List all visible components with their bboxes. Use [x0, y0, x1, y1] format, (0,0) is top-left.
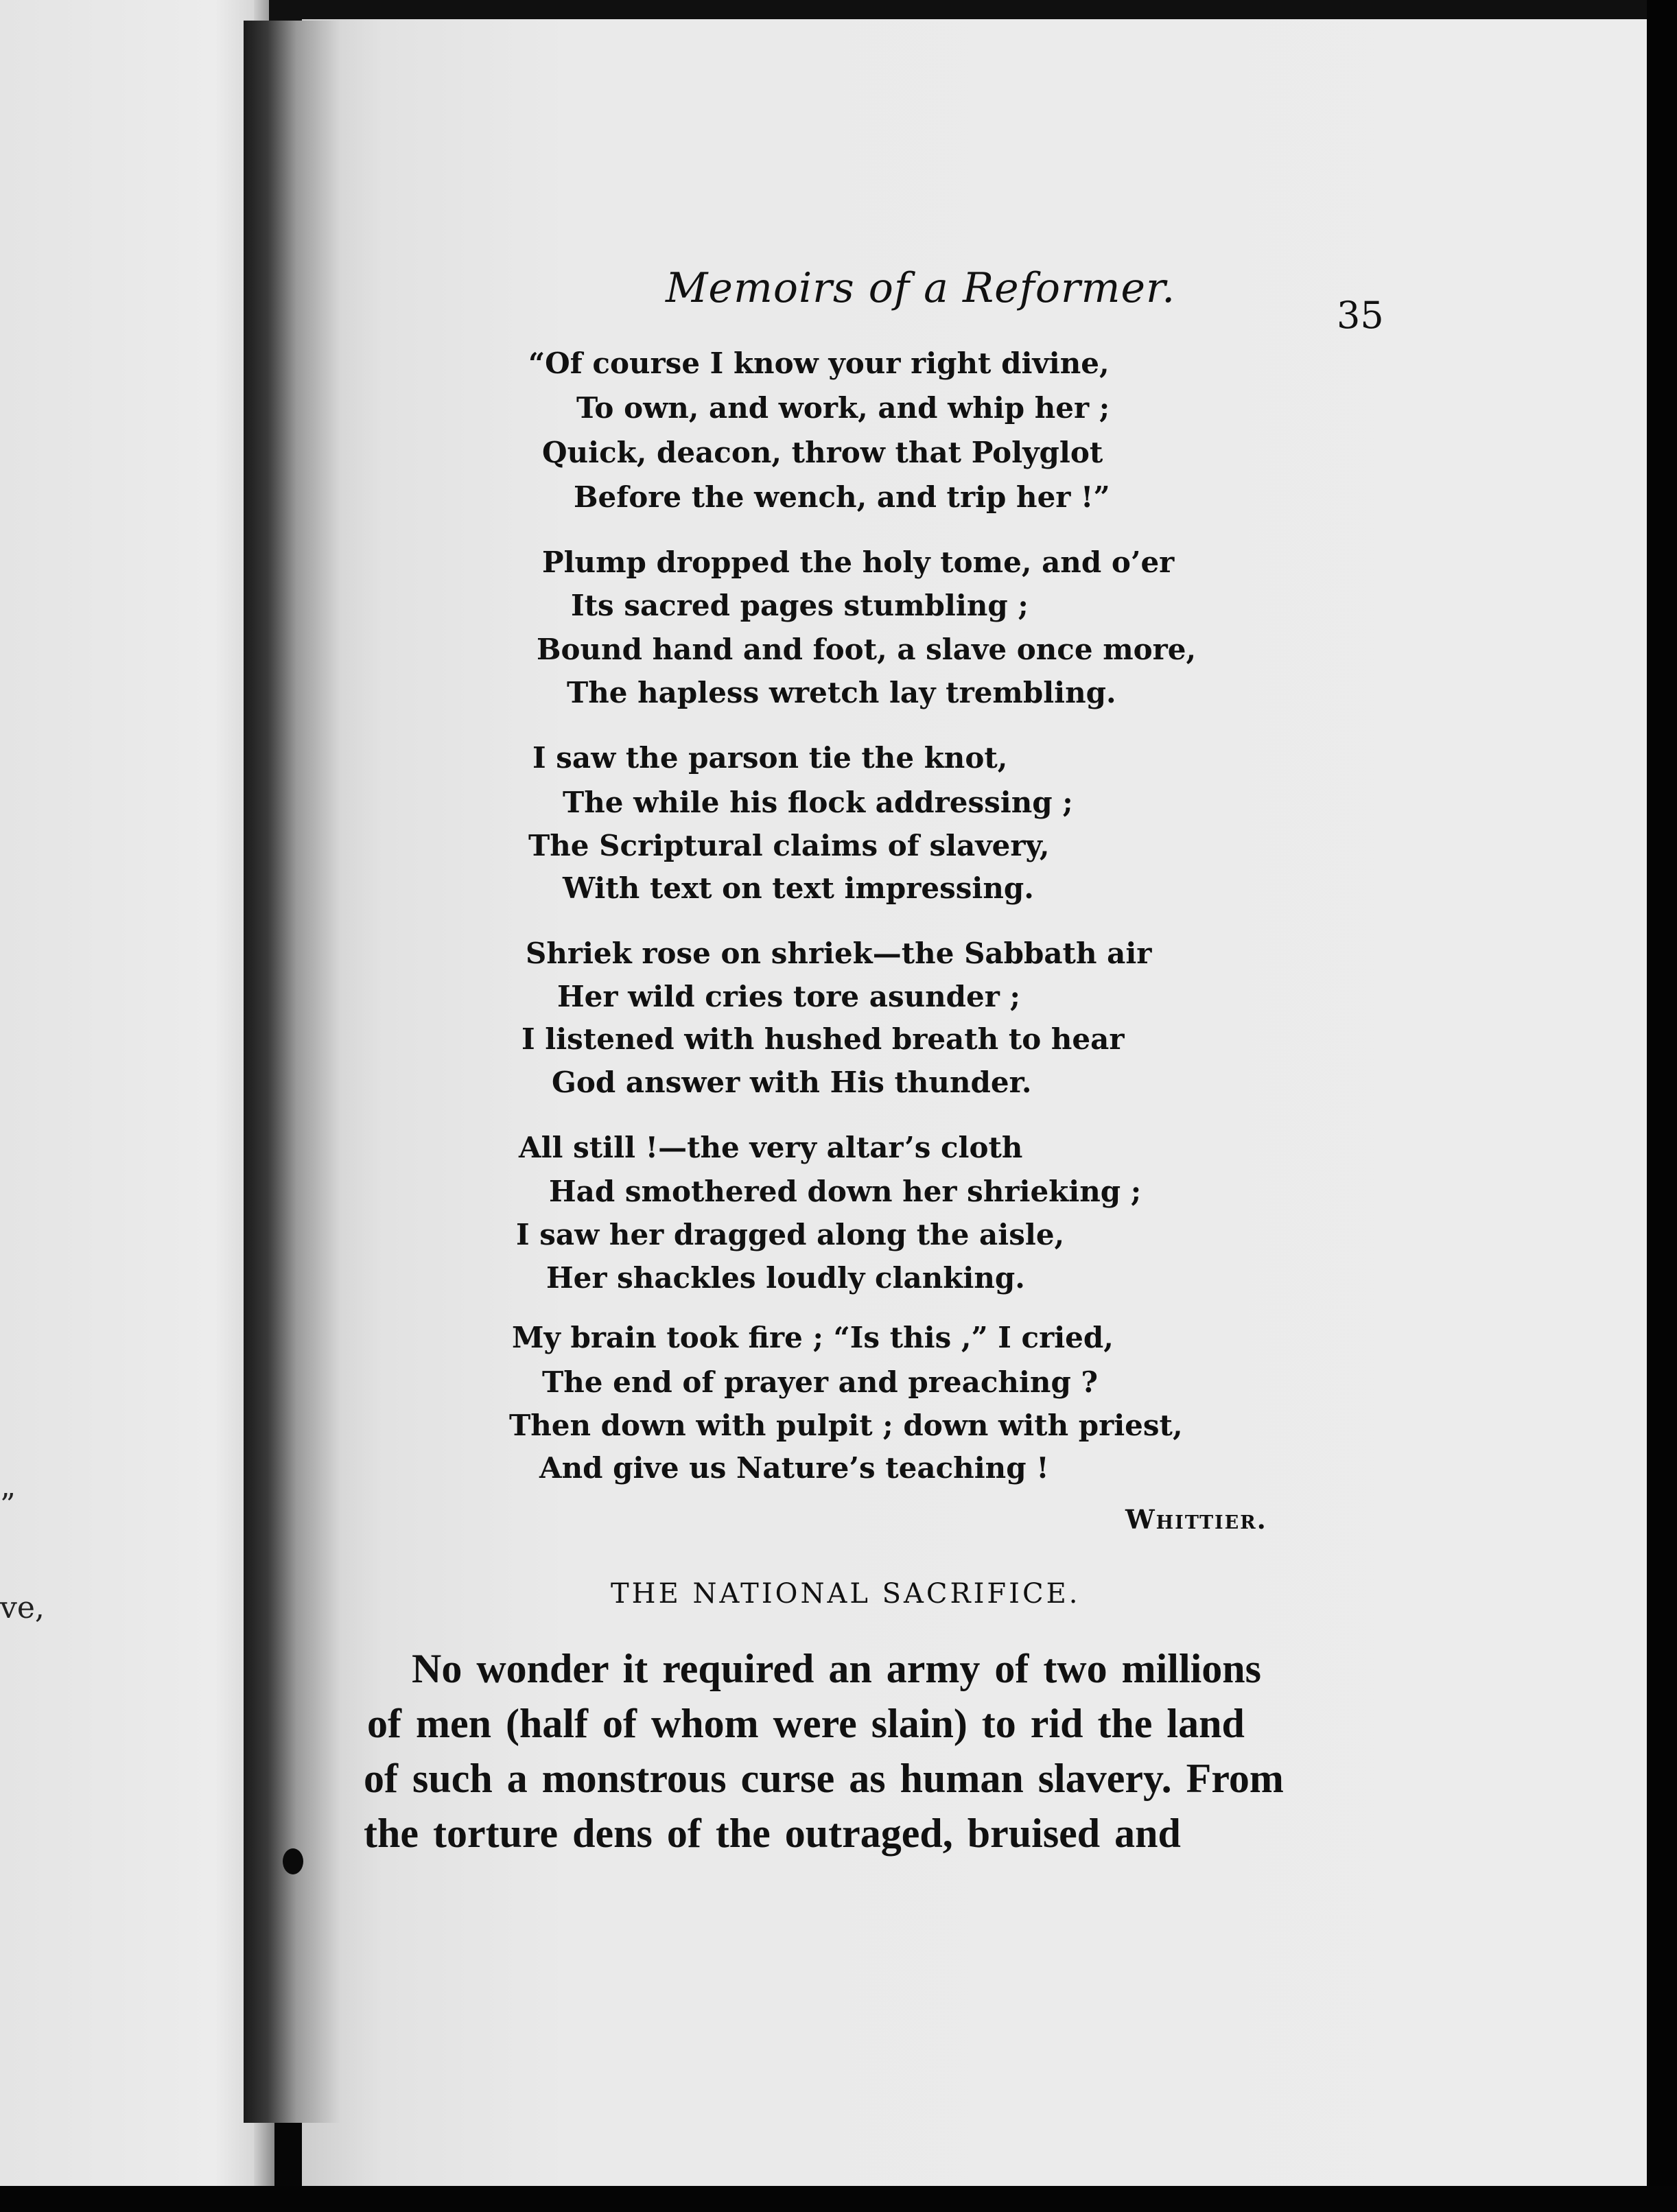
poem-line: My brain took fire ; “Is this ,” I cried,: [512, 1321, 1114, 1354]
left-page-fragment: ve,: [0, 1590, 45, 1625]
top-edge: [269, 0, 1677, 21]
poem-line: The end of prayer and preaching ?: [542, 1365, 1099, 1399]
poem-line: I saw the parson tie the knot,: [532, 741, 1008, 775]
poem-line: Plump dropped the holy tome, and o’er: [542, 545, 1175, 579]
right-edge: [1647, 0, 1677, 2212]
left-page-fragment: ”: [0, 1487, 16, 1522]
prose-line: the torture dens of the outraged, bruised and: [364, 1811, 1181, 1856]
poem-line: Her shackles loudly clanking.: [546, 1261, 1025, 1295]
page-number: 35: [1337, 294, 1384, 337]
poem-line: The hapless wretch lay trembling.: [567, 676, 1116, 709]
right-page: [302, 19, 1647, 2187]
poem-line: Then down with pulpit ; down with priest,: [509, 1409, 1183, 1442]
poem-line: To own, and work, and whip her ;: [576, 391, 1110, 425]
poem-line: The while his flock addressing ;: [563, 786, 1073, 819]
poem-line: The Scriptural claims of slavery,: [528, 829, 1050, 862]
poem-line: Quick, deacon, throw that Polyglot: [542, 436, 1103, 469]
poem-line: And give us Nature’s teaching !: [539, 1451, 1049, 1485]
ink-blot: [283, 1848, 303, 1874]
running-head: Memoirs of a Reformer.: [666, 264, 1176, 312]
poem-line: God answer with His thunder.: [552, 1066, 1032, 1099]
poem-line: Had smothered down her shrieking ;: [549, 1175, 1142, 1208]
spine-shadow: [244, 21, 340, 2123]
poem-attribution: Whittier.: [1125, 1504, 1267, 1535]
poem-line: Before the wench, and trip her !”: [574, 480, 1110, 514]
prose-line: No wonder it required an army of two millions: [412, 1646, 1262, 1691]
poem-line: Her wild cries tore asunder ;: [557, 980, 1021, 1013]
poem-line: I saw her dragged along the aisle,: [516, 1218, 1065, 1251]
left-page: [0, 0, 269, 2212]
poem-line: Bound hand and foot, a slave once more,: [537, 633, 1197, 666]
bottom-edge: [0, 2186, 1677, 2212]
poem-line: Shriek rose on shriek—the Sabbath air: [526, 937, 1152, 970]
poem-line: Its sacred pages stumbling ;: [571, 589, 1029, 622]
poem-line: I listened with hushed breath to hear: [521, 1022, 1125, 1056]
poem-line: All still !—the very altar’s cloth: [519, 1131, 1023, 1164]
poem-line: With text on text impressing.: [563, 871, 1034, 905]
poem-line: “Of course I know your right divine,: [528, 346, 1110, 380]
prose-line: of such a monstrous curse as human slavery. From: [364, 1756, 1284, 1801]
prose-line: of men (half of whom were slain) to rid the land: [367, 1701, 1245, 1746]
section-title: THE NATIONAL SACRIFICE.: [611, 1578, 1081, 1610]
